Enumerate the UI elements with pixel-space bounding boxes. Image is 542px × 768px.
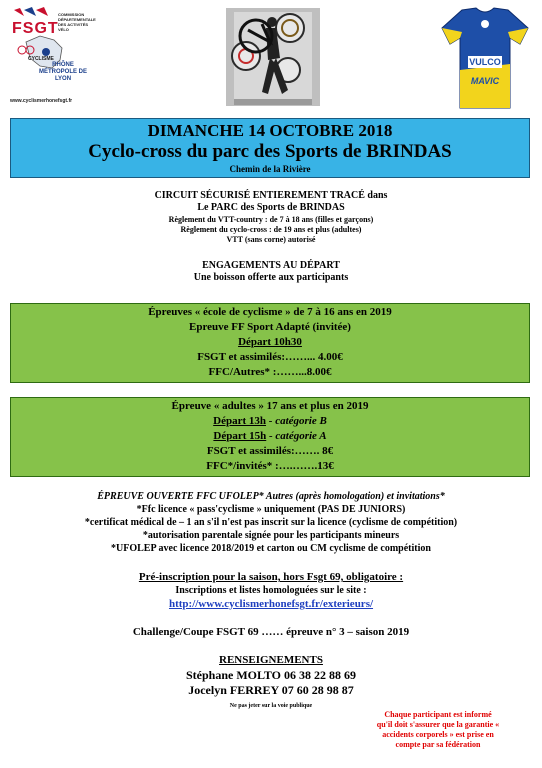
engagements-drink: Une boisson offerte aux participants	[193, 272, 349, 283]
sport-adapte-line: Epreuve FF Sport Adapté (invitée)	[189, 321, 351, 333]
adult-races-box	[10, 397, 530, 477]
challenge-line: Challenge/Coupe FSGT 69 …… épreuve n° 3 – saison 2019	[132, 626, 410, 638]
fsgt-logo	[10, 6, 94, 104]
cyclisme-text: CYCLISME	[28, 56, 54, 62]
contact-molto: Stéphane MOLTO 06 38 22 88 69	[185, 668, 357, 682]
circuit-park: Le PARC des Sports de BRINDAS	[197, 202, 345, 213]
fsgt-word: FSGT	[12, 20, 59, 37]
category-b: - catégorie B	[266, 415, 327, 427]
event-title: Cyclo-cross du parc des Sports de BRINDAS	[88, 141, 452, 162]
engagements-heading: ENGAGEMENTS AU DÉPART	[202, 260, 340, 271]
parental-authorization-rule: *autorisation parentale signée pour les participants mineurs	[142, 530, 400, 541]
adult-fsgt-price: FSGT et assimilés:……. 8€	[206, 445, 334, 457]
preinscription-link[interactable]: http://www.cyclismerhonefsgt.fr/exterieurs/	[168, 598, 374, 610]
ufolep-rule: *UFOLEP avec licence 2018/2019 et carton ou CM cyclisme de compétition	[111, 543, 431, 554]
depart-15h: Départ 15h	[213, 430, 267, 442]
footer-disposal-note: Ne pas jeter sur la voie publique	[229, 703, 313, 709]
rule-vtt-allowed: VTT (sans corne) autorisé	[226, 235, 316, 244]
insurance-note: Chaque participant est informé qu'il doit s'assurer que la garantie « accidents corporels » est prise en compte par sa fédération	[376, 710, 500, 749]
contacts-heading-row	[0, 654, 542, 666]
school-ffc-price: FFC/Autres* :……...8.00€	[208, 366, 332, 378]
category-a: - catégorie A	[266, 430, 327, 442]
event-location: Chemin de la Rivière	[229, 164, 311, 174]
logo-url: www.cyclismerhonefsgt.fr	[10, 98, 73, 104]
rule-cyclo-cross: Règlement du cyclo-cross : de 19 ans et plus (adultes)	[180, 225, 362, 234]
commission-text: COMMISSION DÉPARTEMENTALE DES ACTIVITÉS VÉLO	[58, 12, 96, 32]
contacts-heading: RENSEIGNEMENTS	[219, 654, 323, 666]
contact-ferrey: Jocelyn FERREY 07 60 28 98 87	[188, 683, 354, 697]
team-jersey-image	[440, 6, 530, 110]
title-banner	[10, 118, 530, 178]
preinscription-heading	[0, 571, 542, 583]
svg-text:VULCO: VULCO	[469, 57, 501, 67]
preinscription-link-row	[0, 598, 542, 610]
ffc-licence-rule: *Ffc licence « pass'cyclisme » uniquement (PAS DE JUNIORS)	[136, 504, 406, 515]
adult-depart-a	[11, 430, 529, 442]
rule-vtt-country: Règlement du VTT-country : de 7 à 18 ans (filles et garçons)	[168, 215, 374, 224]
cyclist-photo	[226, 8, 320, 106]
preinscription-label: Pré-inscription pour la saison, hors Fsgt 69, obligatoire :	[138, 571, 404, 583]
preinscription-info: Inscriptions et listes homologuées sur le site :	[175, 585, 367, 596]
school-races-title: Épreuves « école de cyclisme » de 7 à 16 ans en 2019	[148, 306, 392, 318]
event-date: DIMANCHE 14 OCTOBRE 2018	[147, 121, 393, 140]
svg-text:MAVIC: MAVIC	[470, 76, 500, 86]
school-depart-time: Départ 10h30	[238, 336, 302, 348]
school-fsgt-price: FSGT et assimilés:……... 4.00€	[197, 351, 343, 363]
school-races-box	[10, 303, 530, 383]
open-race-rule: ÉPREUVE OUVERTE FFC UFOLEP* Autres (après homologation) et invitations*	[97, 491, 445, 502]
rhone-metropole-text: RHÔNE MÉTROPOLE DE LYON	[38, 62, 87, 82]
depart-13h: Départ 13h	[213, 415, 267, 427]
adult-ffc-price: FFC*/invités* :….…….13€	[206, 460, 334, 472]
adult-races-title: Épreuve « adultes » 17 ans et plus en 2019	[171, 400, 369, 412]
circuit-heading: CIRCUIT SÉCURISÉ ENTIEREMENT TRACÉ dans	[154, 190, 388, 201]
adult-depart-b	[11, 415, 529, 427]
medical-certificate-rule: *certificat médical de – 1 an s'il n'est pas inscrit sur la licence (cyclisme de compétition)	[84, 517, 458, 528]
